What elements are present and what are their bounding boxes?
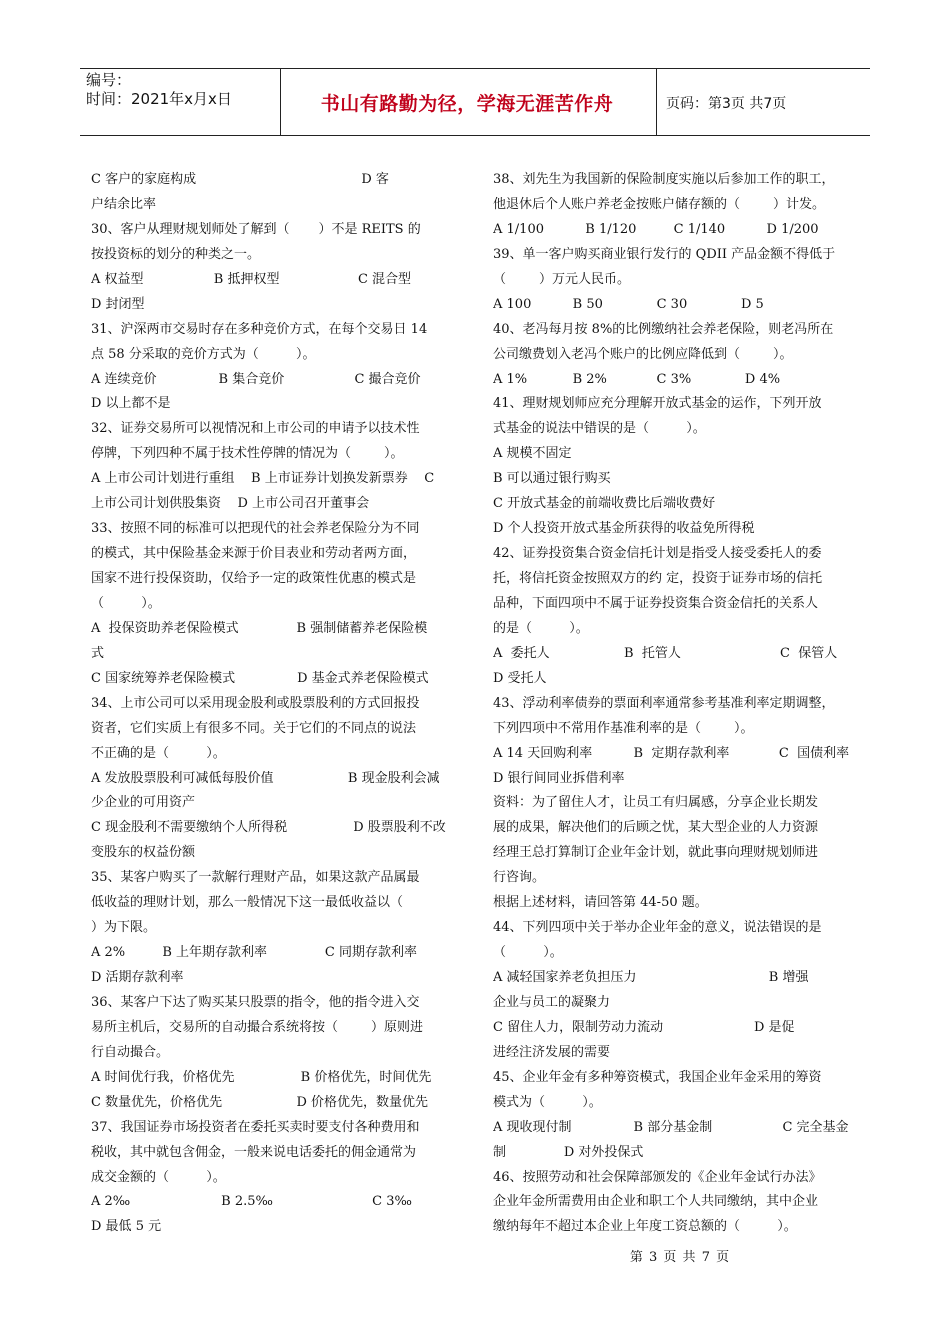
text-line: A 委托人 B 托管人 C 保管人: [493, 645, 838, 661]
text-line: 公司缴费划入老冯个账户的比例应降低到（ ）。: [493, 346, 793, 362]
text-line: 托，将信托资金按照双方的约 定，投资于证券市场的信托: [493, 571, 823, 586]
text-line: 户结余比率: [91, 196, 157, 212]
text-line: 国家不进行投保资助，仅给予一定的政策性优惠的模式是: [91, 571, 417, 586]
text-line: 30、客户从理财规划师处了解到（ ）不是 REITS 的: [91, 221, 421, 237]
page-header: [80, 68, 870, 136]
document-date-label: 时间：2021年x月x日: [86, 90, 232, 108]
text-line: 44、下列四项中关于举办企业年金的意义，说法错误的是: [493, 920, 822, 936]
text-line: D 最低 5 元: [91, 1219, 162, 1235]
text-line: 38、刘先生为我国新的保险制度实施以后参加工作的职工，: [493, 172, 835, 187]
text-line: A 上市公司计划进行重组 B 上市证券计划换发新票券 C: [91, 471, 435, 487]
text-line: 39、单一客户购买商业银行发行的 QDII 产品金额不得低于: [493, 246, 836, 262]
text-line: D 活期存款利率: [91, 970, 184, 985]
text-line: （ ）万元人民币。: [493, 271, 631, 287]
text-line: 缴纳每年不超过本企业上年度工资总额的（ ）。: [493, 1219, 797, 1235]
header-page-number: 页码：第3页 共7页: [666, 96, 787, 112]
text-line: B 可以通过银行购买: [493, 471, 611, 487]
text-line: 易所主机后，交易所的自动撮合系统将按（ ）原则进: [91, 1019, 424, 1035]
text-line: 33、按照不同的标准可以把现代的社会养老保险分为不同: [91, 521, 420, 537]
text-line: 根据上述材料，请回答第 44-50 题。: [493, 895, 708, 911]
text-line: 37、我国证券市场投资者在委托买卖时要支付各种费用和: [91, 1119, 420, 1135]
text-line: 41、理财规划师应充分理解开放式基金的运作，下列开放: [493, 396, 822, 412]
text-line: 43、浮动利率债券的票面利率通常参考基准利率定期调整，: [493, 695, 835, 711]
text-line: C 客户的家庭构成 D 客: [91, 172, 389, 187]
text-line: A 1/100 B 1/120 C 1/140 D 1/200: [493, 221, 819, 237]
text-line: D 银行间同业拆借利率: [493, 770, 625, 786]
text-line: 企业与员工的凝聚力: [493, 994, 611, 1010]
text-line: C 数量优先，价格优先 D 价格优先，数量优先: [91, 1094, 429, 1110]
text-line: 行自动撮合。: [91, 1044, 170, 1060]
text-line: A 14 天回购利率 B 定期存款利率 C 国债利率: [493, 745, 850, 761]
text-line: 他退休后个人账户养老金按账户储存额的（ ）计发。: [493, 196, 826, 212]
text-line: 式: [91, 645, 105, 661]
text-line: D 个人投资开放式基金所获得的收益免所得税: [493, 521, 755, 537]
text-line: A 1% B 2% C 3% D 4%: [493, 371, 781, 387]
text-line: A 减轻国家养老负担压力 B 增强: [493, 970, 809, 985]
text-line: 点 58 分采取的竞价方式为（ ）。: [91, 346, 316, 362]
text-line: A 发放股票股利可减低每股价值 B 现金股利会减: [91, 770, 440, 786]
right-column: [493, 168, 863, 1240]
text-line: 下列四项中不常用作基准利率的是（ ）。: [493, 720, 754, 736]
document-number-label: 编号：: [86, 71, 132, 89]
text-line: 模式为（ ）。: [493, 1094, 602, 1110]
page-footer: 第 3 页 共 7 页: [629, 1250, 731, 1265]
header-divider-left: [280, 69, 281, 135]
text-line: A 100 B 50 C 30 D 5: [493, 296, 764, 312]
text-line: A 规模不固定: [493, 446, 572, 462]
text-line: 的是（ ）。: [493, 620, 589, 636]
text-line: A 权益型 B 抵押权型 C 混合型: [91, 271, 412, 287]
text-line: 企业年金所需费用由企业和职工个人共同缴纳，其中企业: [493, 1194, 819, 1210]
text-line: （ ）。: [91, 595, 161, 611]
text-line: 行咨询。: [493, 870, 546, 886]
text-line: A 时间优行我，价格优先 B 价格优先，时间优先: [91, 1069, 432, 1085]
left-column: [91, 168, 461, 1240]
text-line: 制 D 对外投保式: [493, 1144, 644, 1160]
text-line: C 留住人力，限制劳动力流动 D 是促: [493, 1019, 795, 1035]
text-line: 42、证券投资集合资金信托计划是指受人接受委托人的委: [493, 546, 822, 562]
text-line: 资料：为了留住人才，让员工有归属感，分享企业长期发: [493, 795, 819, 811]
text-line: 展的成果，解决他们的后顾之忧，某大型企业的人力资源: [493, 820, 819, 836]
text-line: D 以上都不是: [91, 396, 171, 412]
text-line: 按投资标的划分的种类之一。: [91, 246, 261, 262]
text-line: 经理王总打算制订企业年金计划，就此事向理财规划师进: [493, 845, 819, 861]
text-line: 34、上市公司可以采用现金股利或股票股利的方式回报投: [91, 695, 420, 711]
text-line: C 开放式基金的前端收费比后端收费好: [493, 496, 716, 512]
text-line: 不正确的是（ ）。: [91, 745, 226, 761]
text-line: D 受托人: [493, 670, 547, 686]
text-line: 进经注济发展的需要: [493, 1044, 611, 1060]
text-line: 31、沪深两市交易时存在多种竞价方式，在每个交易日 14: [91, 321, 428, 337]
text-line: C 国家统筹养老保险模式 D 基金式养老保险模式: [91, 670, 429, 686]
text-line: ）为下限。: [91, 920, 157, 936]
header-divider-right: [656, 69, 657, 135]
text-line: 的模式，其中保险基金来源于价目表业和劳动者两方面，: [91, 546, 417, 562]
text-line: C 现金股利不需要缴纳个人所得税 D 股票股利不改: [91, 820, 446, 836]
text-line: 变股东的权益份额: [91, 845, 196, 861]
text-line: 低收益的理财计划，那么一般情况下这一最低收益以（: [91, 895, 404, 911]
text-line: 停牌，下列四种不属于技术性停牌的情况为（ ）。: [91, 446, 404, 462]
text-line: D 封闭型: [91, 296, 145, 312]
text-line: 式基金的说法中错误的是（ ）。: [493, 421, 706, 437]
text-line: 资者，它们实质上有很多不同。关于它们的不同点的说法: [91, 720, 417, 736]
text-line: 45、企业年金有多种筹资模式，我国企业年金采用的筹资: [493, 1069, 822, 1085]
text-line: 税收，其中就包含佣金，一般来说电话委托的佣金通常为: [91, 1144, 417, 1160]
text-line: 成交金额的（ ）。: [91, 1169, 226, 1185]
text-line: 46、按照劳动和社会保障部颁发的《企业年金试行办法》: [493, 1169, 822, 1185]
text-line: 上市公司计划供股集资 D 上市公司召开董事会: [91, 496, 370, 512]
text-line: 40、老冯每月按 8%的比例缴纳社会养老保险，则老冯所在: [493, 321, 834, 337]
text-line: A 2‰ B 2.5‰ C 3‰: [91, 1194, 412, 1210]
text-line: 35、某客户购买了一款解行理财产品，如果这款产品属最: [91, 870, 420, 886]
text-line: 32、证券交易所可以视情况和上市公司的申请予以技术性: [91, 421, 420, 437]
text-line: A 2% B 上年期存款利率 C 同期存款利率: [91, 945, 417, 961]
text-line: A 现收现付制 B 部分基金制 C 完全基金: [493, 1119, 849, 1135]
header-meta: [86, 71, 276, 109]
text-line: A 连续竞价 B 集合竞价 C 撮合竞价: [91, 371, 421, 387]
header-motto: 书山有路勤为径，学海无涯苦作舟: [320, 93, 614, 115]
text-line: 少企业的可用资产: [91, 795, 196, 811]
text-line: A 投保资助养老保险模式 B 强制储蓄养老保险模: [91, 620, 428, 636]
text-line: 36、某客户下达了购买某只股票的指令，他的指令进入交: [91, 994, 420, 1010]
text-line: （ ）。: [493, 945, 563, 961]
text-line: 品种，下面四项中不属于证券投资集合资金信托的关系人: [493, 595, 819, 611]
